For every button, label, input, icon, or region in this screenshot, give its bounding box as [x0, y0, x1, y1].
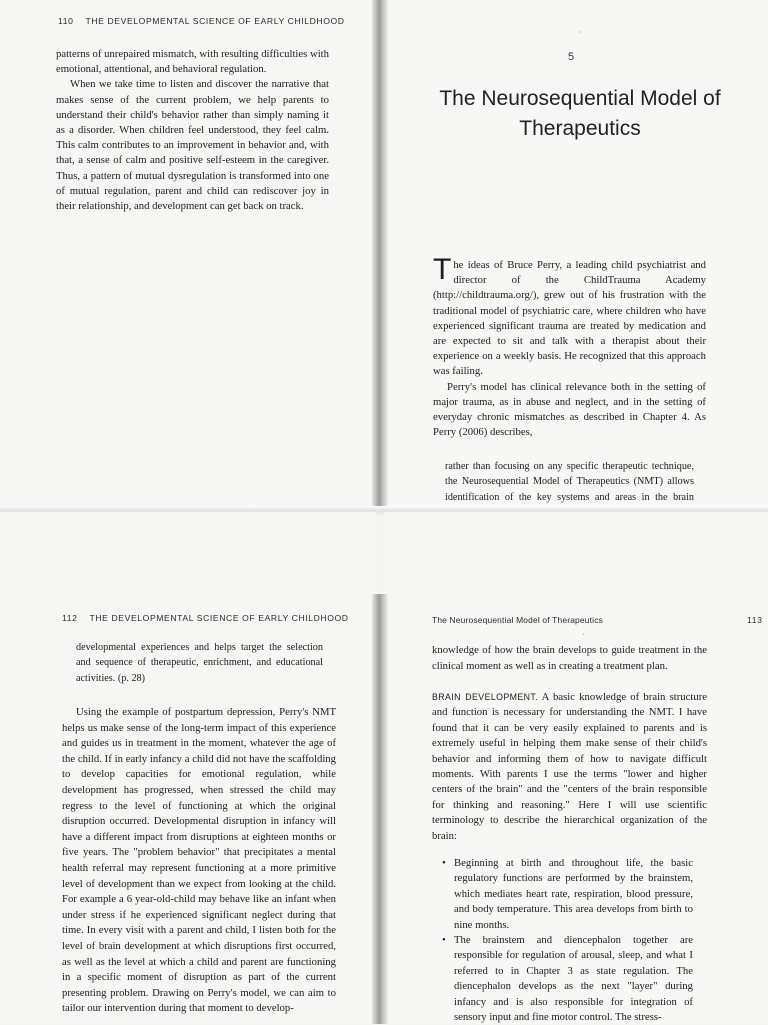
bullet-list — [442, 856, 693, 1025]
top-spread — [0, 0, 768, 512]
opening-paragraph — [433, 253, 706, 380]
scan-speck: · — [578, 28, 581, 37]
body-text — [62, 705, 336, 1017]
running-head-title: THE DEVELOPMENTAL SCIENCE OF EARLY CHILDHOOD — [85, 16, 345, 26]
paragraph: knowledge of how the brain develops to guide treatment in the clinical moment as well as in creating a treatment plan. — [432, 644, 707, 672]
running-head-title: The Neurosequential Model of Therapeutics — [432, 615, 603, 625]
chapter-number: 5 — [568, 51, 575, 63]
book-gutter — [372, 594, 388, 1024]
page-113 — [384, 512, 768, 1024]
list-item: • Beginning at birth and throughout life, the basic regulatory functions are performed by the brainstem, which mediates heart rate, respiration, blood pressure, and body temperature. This area develops from birth to nine months. — [442, 856, 693, 933]
list-item: • The brainstem and diencephalon together are responsible for regulation of arousal, sleep, and what I referred to in Chapter 3 as state regulation. The diencephalon develops as the next "layer" during infancy and is also responsible for integration of sensory input and fine motor control. The stress- — [442, 933, 693, 1025]
page-112 — [0, 512, 376, 1024]
body-text — [432, 643, 707, 674]
paragraph: When we take time to listen and discover the narrative that makes sense of the current problem, we help parents to understand their child's behavior rather than simply naming it as a disorder. When children feel understood, they feel calm. This calm contributes to an improvement in behavior and, with that, a sense of calm and positive self-esteem in the caregiver. Thus, a pattern of mutual dysregulation is transformed into one of mutual regulation, parent and child can rediscover joy in their relationship, and development can get back on track. — [56, 78, 329, 213]
book-gutter — [372, 0, 388, 512]
page-number: 110 — [58, 16, 74, 26]
running-head-title: THE DEVELOPMENTAL SCIENCE OF EARLY CHILDHOOD — [89, 613, 349, 623]
chapter-title: The Neurosequential Model of Therapeutics — [439, 87, 721, 140]
quote-text: developmental experiences and helps target the selection and sequence of therapeutic, enrichment, and educational activities. (p. 28) — [76, 642, 323, 684]
paragraph: Using the example of postpartum depression, Perry's NMT helps us make sense of the long-term impact of this experience and guides us in treatment in the moment, whatever the age of the child. If in early infancy a child did not have the scaffolding to develop capacities for emotional regulation, while development has progressed, when stressed the child may regress to the level of functioning at which the original disruption occurred. Developmental disruption in infancy will have a different impact from disruptions at eighteen months or five years. The "problem behavior" that precipitates a mental health referral may represent functioning at a more primitive level of development than we expect from looking at the child. For example a 6 year-old-child may behave like an infant when under stress if he experienced significant neglect during that time. In every visit with a parent and child, I listen both for the level of brain development at which disruptions first occurred, as well as the level at which a child and parent are functioning in a specific moment of disruption as part of the current presenting problem. Drawing on Perry's model, we can aim to tailor our intervention during that moment to develop- — [62, 706, 336, 1015]
body-text — [56, 47, 329, 214]
paragraph: patterns of unrepaired mismatch, with resulting difficulties with emotional, attentional, and behavioral regulation. — [56, 48, 329, 76]
running-head — [62, 613, 349, 623]
section-heading: BRAIN DEVELOPMENT. — [432, 692, 539, 702]
chapter-opening-text — [433, 253, 706, 440]
paragraph: Perry's model has clinical relevance both in the setting of major trauma, as in abuse and neglect, and in the setting of everyday chronic mismatches as described in Chapter 4. As Perry (2006) describes, — [433, 380, 706, 439]
running-head — [58, 16, 345, 26]
page-number: 112 — [62, 613, 78, 623]
section-paragraph — [432, 690, 707, 844]
opening-text: he ideas of Bruce Perry, a leading child psychiatrist and director of the ChildTrauma Academy (http://childtrauma.org/), grew out of his frustration with the traditional model of psychiatric care, where children who have experienced significant trauma are treated by medication and are expected to sit and talk with a therapist about their experience on a weekly basis. He recognized that this approach was failing. — [433, 259, 706, 378]
section-body: A basic knowledge of brain structure and function is necessary for understanding the NMT. I have found that it can be very easily explained to parents and is extremely useful in helping them make sense of their child's behavior and informing them of how to navigate difficult moments. With parents I use the terms "lower and higher centers of the brain" and the "centers of the brain responsible for thinking and reasoning." Here I will use scientific terminology to describe the hierarchical organization of the brain: — [432, 691, 707, 842]
drop-cap: T — [433, 253, 452, 286]
page-number: 113 — [747, 615, 763, 625]
scan-speck: · — [582, 630, 585, 639]
bullet-list-container — [442, 856, 693, 1025]
section-text — [432, 690, 707, 844]
block-quote-continued — [76, 640, 323, 686]
page-110 — [0, 0, 376, 512]
quote-text: rather than focusing on any specific therapeutic technique, the Neurosequential Model of Therapeutics (NMT) allows identification of the key systems and areas in the brain — [445, 461, 694, 503]
bottom-spread — [0, 512, 768, 1024]
